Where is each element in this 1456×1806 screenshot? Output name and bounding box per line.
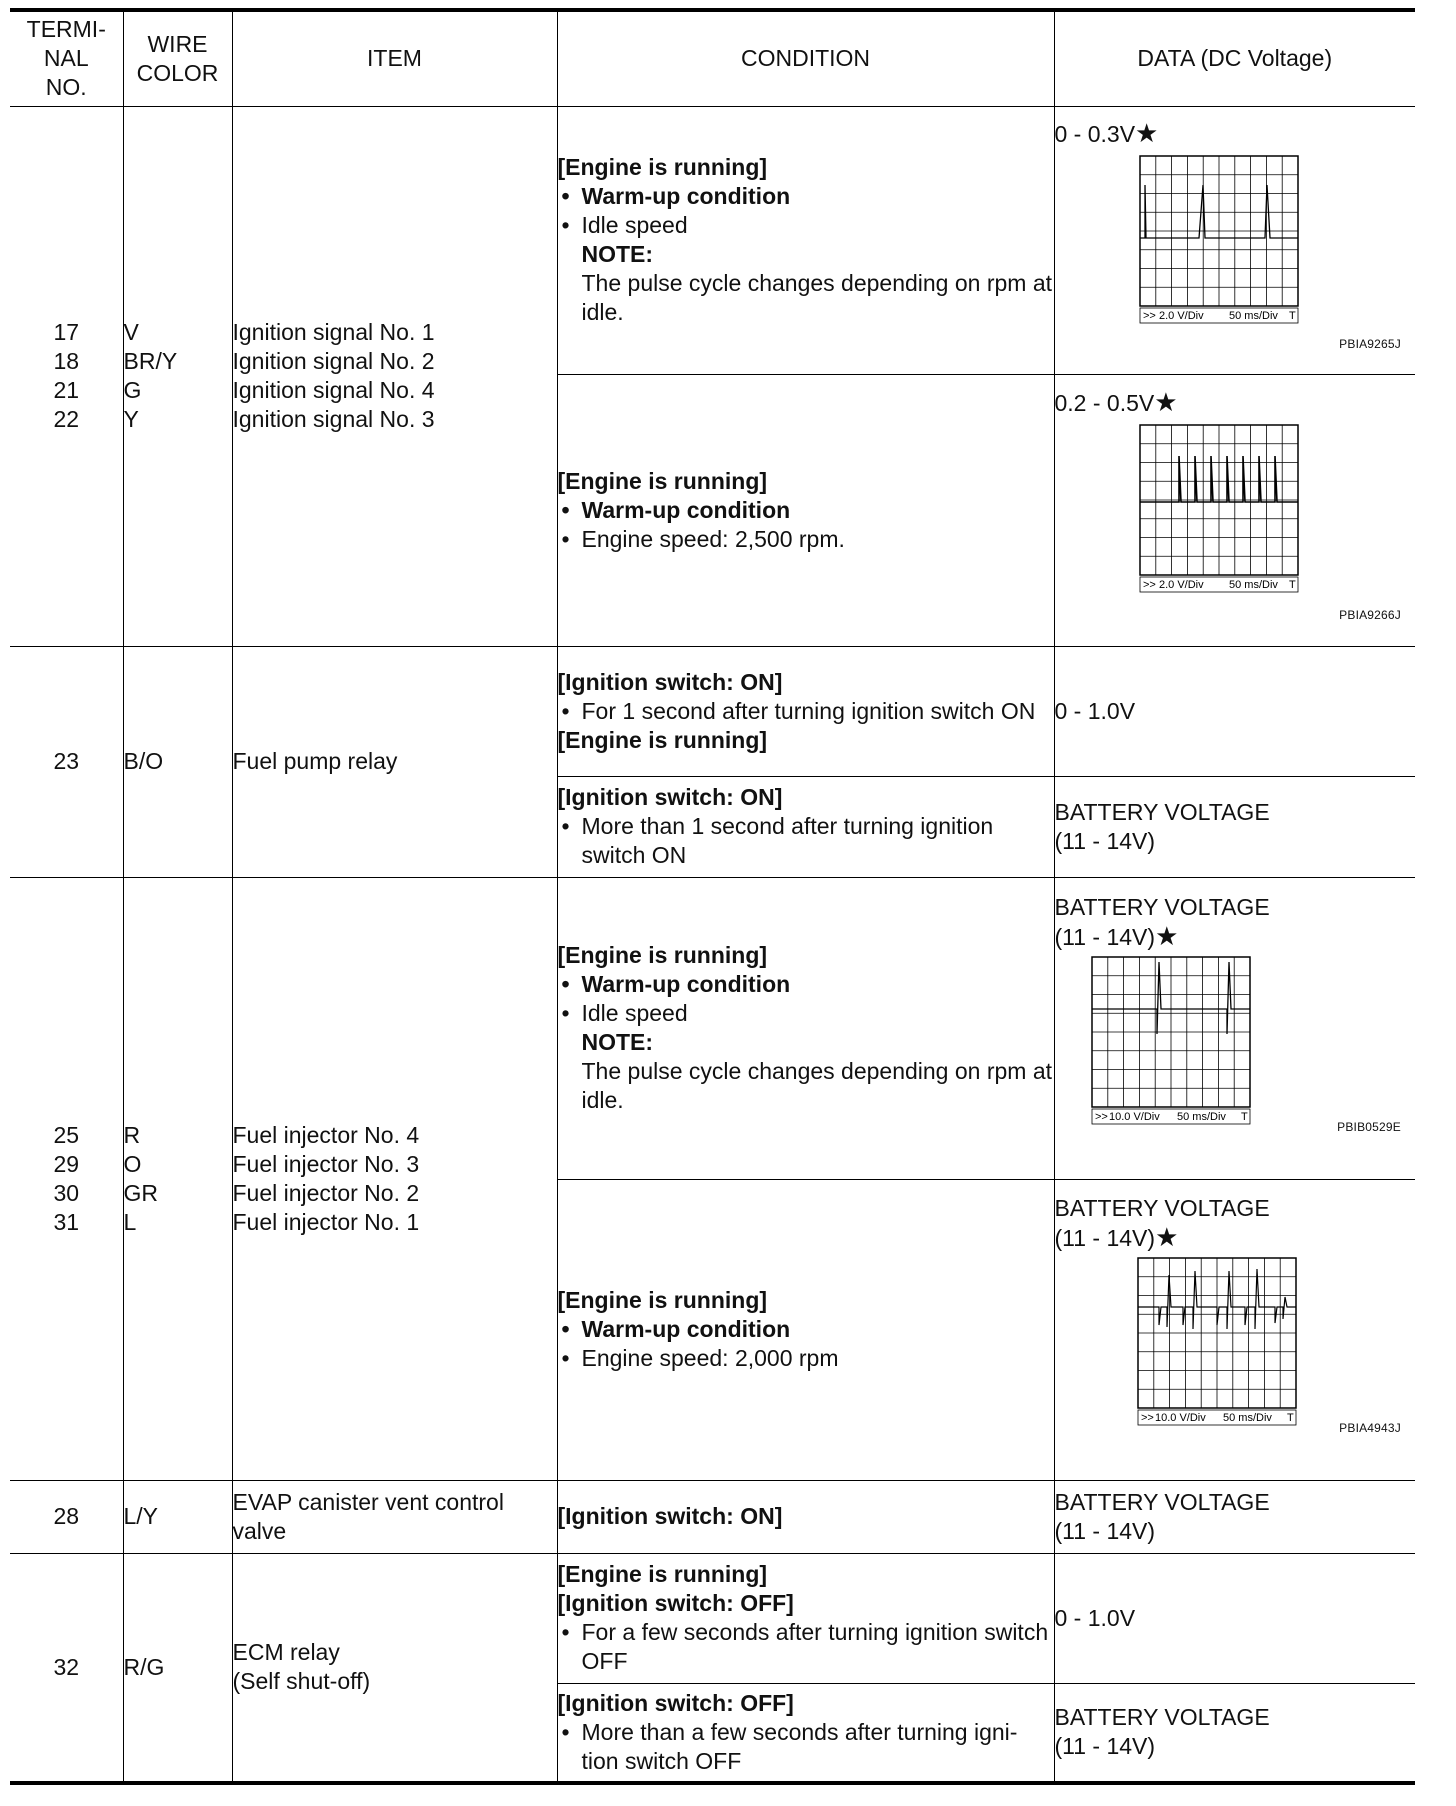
note-label: NOTE: bbox=[581, 241, 654, 267]
terminal-number: 22 bbox=[53, 406, 80, 432]
scope-trigger: T bbox=[1240, 1110, 1248, 1123]
condition-heading: [Engine is running] bbox=[557, 726, 768, 753]
table-row bbox=[10, 106, 1415, 374]
data-cell bbox=[1054, 374, 1415, 646]
terminal-number: 21 bbox=[53, 377, 80, 403]
item-label: Ignition signal No. 2 bbox=[232, 348, 435, 374]
condition-heading: [Engine is running] bbox=[557, 467, 768, 494]
header-wire-color bbox=[123, 10, 232, 106]
item-label: EVAP canister vent control valve bbox=[232, 1480, 557, 1553]
data-value bbox=[1055, 1223, 1416, 1253]
scope-trigger: T bbox=[1288, 310, 1296, 322]
wire-color: BR/Y bbox=[123, 348, 178, 374]
data-value bbox=[1054, 1480, 1415, 1553]
terminal-spec-table bbox=[10, 8, 1415, 1785]
note-text: The pulse cycle changes depending on rpm at idle. bbox=[581, 270, 1053, 325]
scope-grid bbox=[1092, 957, 1250, 1107]
condition-cell bbox=[557, 1179, 1054, 1480]
header-condition: CONDITION bbox=[557, 10, 1054, 106]
star-icon: ★ bbox=[1155, 920, 1179, 951]
scope-wrap bbox=[1055, 952, 1416, 1164]
condition-cell bbox=[557, 1553, 1054, 1683]
voltage-value: (11 - 14V) bbox=[1054, 1225, 1156, 1251]
scope-wrap bbox=[1055, 1253, 1416, 1465]
condition-list bbox=[558, 1718, 1054, 1776]
condition-heading: [Ignition switch: OFF] bbox=[557, 1590, 794, 1616]
item-line: ECM relay bbox=[232, 1639, 340, 1666]
condition-bullet: • Engine speed: 2,000 rpm bbox=[558, 1344, 1054, 1373]
wire-color: GR bbox=[123, 1179, 158, 1206]
data-line: BATTERY VOLTAGE bbox=[1054, 1704, 1270, 1731]
oscilloscope-waveform-inj-idle bbox=[1091, 956, 1253, 1128]
scope-volt-scale: 2.0 V/Div bbox=[1158, 579, 1204, 591]
scope-time-scale: 50 ms/Div bbox=[1222, 1412, 1272, 1424]
data-line: BATTERY VOLTAGE bbox=[1054, 1195, 1270, 1221]
header-terminal-line2: NAL bbox=[43, 45, 89, 72]
data-value: 0 - 1.0V bbox=[1054, 646, 1415, 776]
condition-list bbox=[558, 496, 1054, 554]
wire-color: R bbox=[123, 1121, 141, 1148]
header-terminal-line1: TERMI- bbox=[26, 16, 106, 43]
ignition-items bbox=[232, 106, 557, 646]
header-data: DATA (DC Voltage) bbox=[1054, 10, 1415, 106]
header-wire-line1: WIRE bbox=[147, 30, 208, 57]
star-icon: ★ bbox=[1155, 1222, 1179, 1252]
terminal-number: 32 bbox=[10, 1553, 123, 1783]
terminal-number: 17 bbox=[53, 319, 80, 345]
wire-color: R/G bbox=[123, 1553, 232, 1783]
injector-wires bbox=[123, 877, 232, 1480]
scope-arrows: >> bbox=[1142, 579, 1156, 591]
terminal-number: 23 bbox=[10, 646, 123, 877]
item-label: Fuel injector No. 1 bbox=[232, 1208, 420, 1235]
condition-bullet: • Warm-up condition bbox=[558, 496, 1054, 525]
condition-heading: [Engine is running] bbox=[557, 1287, 768, 1313]
wire-color: Y bbox=[123, 406, 139, 432]
terminal-number: 18 bbox=[53, 348, 80, 374]
data-value bbox=[1054, 1683, 1415, 1783]
data-value bbox=[1055, 119, 1416, 149]
data-line: BATTERY VOLTAGE bbox=[1054, 1488, 1270, 1515]
data-value bbox=[1055, 922, 1416, 952]
data-line: (11 - 14V) bbox=[1054, 827, 1156, 854]
data-line: (11 - 14V) bbox=[1054, 1517, 1156, 1544]
ignition-wires bbox=[123, 106, 232, 646]
condition-heading: [Engine is running] bbox=[557, 154, 768, 180]
data-cell bbox=[1054, 877, 1415, 1179]
condition-heading: [Ignition switch: ON] bbox=[557, 784, 783, 810]
wire-color: V bbox=[123, 319, 139, 345]
condition-list bbox=[558, 812, 1054, 870]
data-cell bbox=[1054, 106, 1415, 374]
condition-list bbox=[558, 697, 1054, 726]
note-label: NOTE: bbox=[581, 1029, 654, 1055]
item-label: Fuel injector No. 3 bbox=[232, 1150, 420, 1177]
scope-arrows: >> bbox=[1094, 1110, 1108, 1123]
item-label: Ignition signal No. 4 bbox=[232, 377, 435, 403]
wire-color: L/Y bbox=[123, 1480, 232, 1553]
item-line: (Self shut-off) bbox=[232, 1668, 371, 1695]
header-terminal-line3: NO. bbox=[45, 74, 87, 101]
condition-bullet: • Idle speed bbox=[558, 999, 1054, 1028]
condition-cell bbox=[557, 374, 1054, 646]
scope-arrows: >> bbox=[1142, 310, 1156, 322]
table-row bbox=[10, 646, 1415, 776]
condition-heading: [Ignition switch: OFF] bbox=[557, 1689, 794, 1716]
header-terminal bbox=[10, 10, 123, 106]
item-label: Fuel injector No. 2 bbox=[232, 1179, 420, 1206]
wire-color: B/O bbox=[123, 646, 232, 877]
oscilloscope-waveform-ign-2500 bbox=[1139, 424, 1301, 594]
star-icon: ★ bbox=[1135, 118, 1159, 148]
data-value bbox=[1054, 776, 1415, 877]
data-value bbox=[1055, 388, 1416, 418]
condition-list bbox=[558, 970, 1054, 1028]
scope-grid bbox=[1140, 156, 1298, 306]
scope-volt-scale: 2.0 V/Div bbox=[1158, 310, 1204, 322]
terminal-number: 30 bbox=[53, 1179, 80, 1206]
wire-color: O bbox=[123, 1150, 142, 1177]
scope-trigger: T bbox=[1286, 1412, 1294, 1424]
wire-color: G bbox=[123, 377, 142, 403]
condition-cell bbox=[557, 106, 1054, 374]
condition-cell bbox=[557, 877, 1054, 1179]
condition-heading: [Ignition switch: ON] bbox=[557, 668, 783, 695]
data-line: BATTERY VOLTAGE bbox=[1054, 798, 1270, 825]
condition-bullet: • For 1 second after turning ignition switch ON bbox=[558, 697, 1054, 726]
condition-bullet: • Warm-up condition bbox=[558, 970, 1054, 999]
condition-bullet: • More than a few seconds after turning igni-tion switch OFF bbox=[558, 1718, 1054, 1776]
figure-code: PBIB0529E bbox=[1337, 1119, 1401, 1134]
condition-bullet: • For a few seconds after turning ignition switch OFF bbox=[558, 1618, 1054, 1676]
condition-bullet: • Warm-up condition bbox=[558, 182, 1054, 211]
item-label: Ignition signal No. 3 bbox=[232, 406, 435, 432]
condition-bullet: • Warm-up condition bbox=[558, 1315, 1054, 1344]
condition-list bbox=[558, 1315, 1054, 1373]
data-value: 0 - 1.0V bbox=[1054, 1553, 1415, 1683]
scope-time-scale: 50 ms/Div bbox=[1228, 579, 1278, 591]
scope-wrap bbox=[1055, 418, 1416, 632]
scope-volt-scale: 10.0 V/Div bbox=[1108, 1110, 1160, 1123]
condition-bullet: • Idle speed bbox=[558, 211, 1054, 240]
table-row bbox=[10, 1553, 1415, 1683]
condition-cell bbox=[557, 646, 1054, 776]
scope-time-scale: 50 ms/Div bbox=[1176, 1110, 1226, 1123]
scope-wrap bbox=[1055, 149, 1416, 361]
oscilloscope-waveform-inj-2000 bbox=[1137, 1257, 1299, 1429]
condition-bullet: • More than 1 second after turning ignition switch ON bbox=[558, 812, 1054, 870]
scope-arrows: >> bbox=[1140, 1412, 1154, 1424]
scope-grid bbox=[1138, 1258, 1296, 1408]
condition-cell bbox=[557, 1683, 1054, 1783]
terminal-number: 25 bbox=[53, 1121, 80, 1148]
condition-heading: [Ignition switch: ON] bbox=[557, 1480, 1054, 1553]
item-label: Ignition signal No. 1 bbox=[232, 319, 435, 345]
scope-time-scale: 50 ms/Div bbox=[1228, 310, 1278, 322]
data-cell bbox=[1054, 1179, 1415, 1480]
item-label: Fuel pump relay bbox=[232, 646, 557, 877]
condition-bullet: • Engine speed: 2,500 rpm. bbox=[558, 525, 1054, 554]
scope-trigger: T bbox=[1288, 579, 1296, 591]
condition-list bbox=[558, 182, 1054, 240]
voltage-value: 0.2 - 0.5V bbox=[1054, 390, 1155, 416]
header-row bbox=[10, 10, 1415, 106]
table-row bbox=[10, 1480, 1415, 1553]
condition-cell bbox=[557, 776, 1054, 877]
injector-items bbox=[232, 877, 557, 1480]
data-line: (11 - 14V) bbox=[1054, 1733, 1156, 1760]
terminal-number: 28 bbox=[10, 1480, 123, 1553]
figure-code: PBIA9265J bbox=[1339, 337, 1401, 351]
header-wire-line2: COLOR bbox=[136, 59, 219, 86]
item-label: Fuel injector No. 4 bbox=[232, 1121, 420, 1148]
scope-volt-scale: 10.0 V/Div bbox=[1154, 1412, 1206, 1424]
terminal-number: 31 bbox=[53, 1208, 80, 1235]
injector-terminals bbox=[10, 877, 123, 1480]
oscilloscope-waveform-ign-idle bbox=[1139, 155, 1301, 325]
condition-list bbox=[558, 1618, 1054, 1676]
table-row bbox=[10, 877, 1415, 1179]
item-label bbox=[232, 1553, 557, 1783]
note-text: The pulse cycle changes depending on rpm at idle. bbox=[581, 1058, 1053, 1113]
terminal-number: 29 bbox=[53, 1150, 80, 1177]
condition-heading: [Engine is running] bbox=[557, 1561, 768, 1587]
figure-code: PBIA9266J bbox=[1339, 608, 1401, 622]
data-line: BATTERY VOLTAGE bbox=[1054, 893, 1270, 920]
wire-color: L bbox=[123, 1208, 137, 1235]
star-icon: ★ bbox=[1154, 387, 1178, 417]
figure-code: PBIA4943J bbox=[1339, 1421, 1401, 1435]
voltage-value: (11 - 14V) bbox=[1054, 923, 1156, 950]
condition-heading: [Engine is running] bbox=[557, 942, 768, 968]
ignition-terminals bbox=[10, 106, 123, 646]
voltage-value: 0 - 0.3V bbox=[1054, 121, 1136, 147]
header-item: ITEM bbox=[232, 10, 557, 106]
